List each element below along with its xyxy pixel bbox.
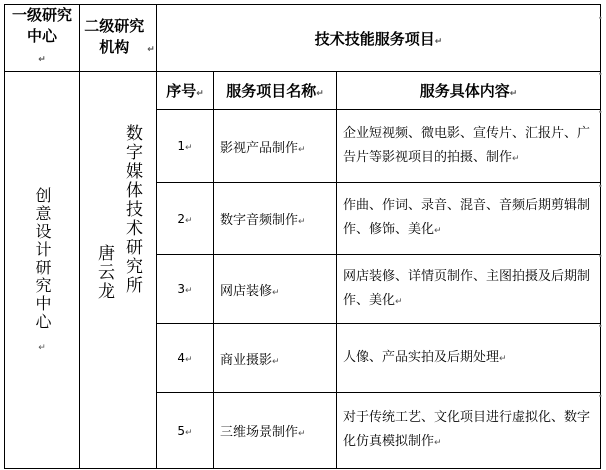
- cell-end-mark: ↵: [509, 89, 518, 99]
- cell-end-mark: ↵: [147, 44, 155, 55]
- cell-end-mark: ↵: [185, 427, 193, 438]
- cell-end-mark: ↵: [298, 144, 306, 155]
- row-content-cell: [337, 183, 601, 255]
- header-level1-center: [5, 5, 80, 72]
- row-seq-cell: [157, 183, 214, 255]
- header-level1-label: 一级研究中心: [11, 6, 72, 45]
- cell-end-mark: ↵: [395, 296, 403, 307]
- cell-end-mark: ↵: [185, 215, 193, 226]
- row-seq: 2: [177, 211, 186, 226]
- cell-end-mark: ↵: [185, 143, 193, 153]
- cell-end-mark: ↵: [434, 36, 443, 47]
- cell-end-mark: ↵: [185, 286, 193, 296]
- cell-end-mark: ↵: [38, 342, 46, 353]
- row-name-cell: [214, 324, 337, 393]
- row-end-mark: •: [598, 322, 603, 331]
- cell-end-mark: ↵: [316, 89, 324, 99]
- row-content: 人像、产品实拍及后期处理: [343, 349, 500, 365]
- cell-end-mark: ↵: [185, 355, 193, 365]
- row-seq-cell: [157, 324, 214, 393]
- row-name: 数字音频制作: [220, 213, 299, 228]
- row-seq-cell: [157, 393, 214, 469]
- level1-center-name: 创意设计研究中心: [33, 186, 52, 331]
- row-end-mark: •: [598, 182, 603, 191]
- cell-end-mark: ↵: [38, 55, 46, 65]
- row-end-mark: •: [598, 252, 603, 261]
- row-content: 网店装修、详情页制作、主图拍摄及后期制作、美化: [343, 268, 591, 308]
- cell-end-mark: ↵: [298, 429, 306, 439]
- level2-institute-name: 数字媒体技术研究所: [122, 124, 142, 295]
- level2-person-name: 唐云龙: [94, 244, 114, 301]
- header-service-projects: [157, 5, 601, 72]
- row-name: 商业摄影: [220, 352, 273, 368]
- header-level2-institute: [80, 5, 157, 72]
- row-name-cell: [214, 110, 337, 183]
- row-seq-cell: [157, 255, 214, 324]
- row-content-cell: [337, 324, 601, 393]
- row-end-mark: •: [598, 70, 603, 79]
- cell-end-mark: ↵: [434, 226, 442, 236]
- row-content-cell: [337, 255, 601, 324]
- row-name-cell: [214, 183, 337, 255]
- cell-end-mark: ↵: [272, 356, 280, 367]
- subheader-name: [214, 72, 337, 110]
- row-content: 对于传统工艺、文化项目进行虚拟化、数字化仿真模拟制作: [343, 410, 591, 449]
- row-content-cell: [337, 393, 601, 469]
- cell-end-mark: ↵: [434, 438, 442, 448]
- row-seq: 5: [177, 423, 186, 438]
- cell-end-mark: ↵: [499, 353, 507, 364]
- row-name-cell: [214, 255, 337, 324]
- header-service-label: 技术技能服务项目: [314, 29, 435, 48]
- cell-end-mark: ↵: [196, 89, 204, 99]
- subheader-content: [337, 72, 601, 110]
- row-name: 影视产品制作: [220, 140, 299, 156]
- subheader-row: [5, 72, 601, 110]
- subheader-name-label: 服务项目名称: [226, 82, 317, 100]
- row-end-mark: •: [598, 14, 603, 23]
- row-content-cell: [337, 110, 601, 183]
- service-table: [4, 4, 601, 469]
- level1-center-cell: [5, 72, 80, 469]
- cell-end-mark: ↵: [272, 287, 280, 298]
- subheader-seq: [157, 72, 214, 110]
- row-end-mark: •: [598, 108, 603, 117]
- subheader-seq-label: 序号: [166, 82, 197, 100]
- row-seq: 4: [177, 351, 186, 365]
- header-level2-label: 二级研究机构: [84, 16, 145, 56]
- subheader-content-label: 服务具体内容: [419, 82, 510, 100]
- row-content: 企业短视频、微电影、宣传片、汇报片、广告片等影视项目的拍摄、制作: [343, 125, 591, 165]
- row-name: 网店装修: [220, 283, 273, 299]
- cell-end-mark: ↵: [298, 217, 306, 227]
- header-row: [5, 5, 601, 72]
- row-name: 三维场景制作: [220, 425, 299, 440]
- row-end-mark: •: [598, 392, 603, 401]
- row-seq: 3: [177, 282, 186, 296]
- row-seq-cell: [157, 110, 214, 183]
- level2-institute-cell: [80, 72, 157, 469]
- row-content: 作曲、作词、录音、混音、音频后期剪辑制作、修饰、美化: [343, 198, 591, 237]
- row-name-cell: [214, 393, 337, 469]
- cell-end-mark: ↵: [512, 153, 520, 164]
- row-seq: 1: [177, 139, 186, 153]
